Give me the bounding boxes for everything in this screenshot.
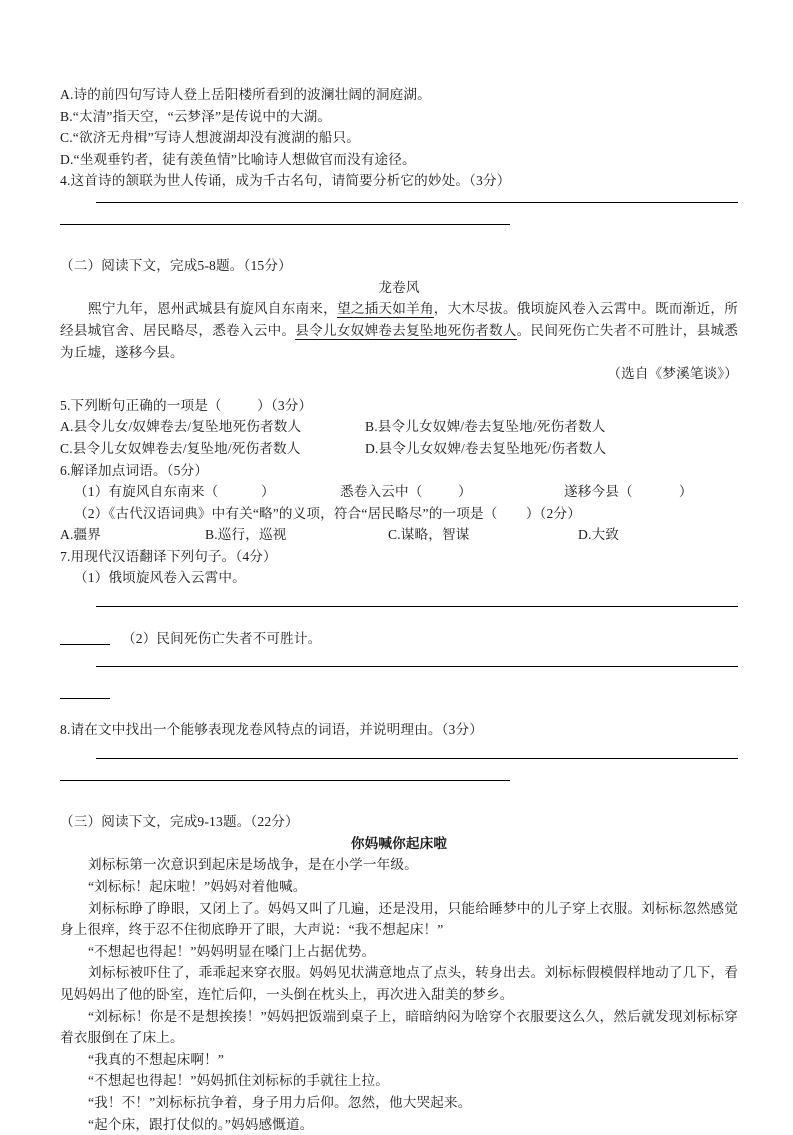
q5-option-a[interactable]: A.县令儿女/奴婢卷去/复坠地死伤者数人 (60, 419, 302, 435)
passage-underline-1: 望之插天如羊角 (336, 301, 434, 317)
q6-option-d[interactable]: D.大致 (578, 527, 620, 543)
question-6-sub2-options (60, 524, 738, 546)
q6-option-a[interactable]: A.疆界 (60, 527, 102, 543)
poetry-option-b: B.“太清”指天空，“云梦泽”是传说中的大湖。 (60, 108, 332, 124)
section-three-title: 你妈喊你起床啦 (350, 835, 448, 851)
spacer (60, 192, 738, 202)
q5-option-d[interactable]: D.县令儿女奴婢/卷去复坠地死/伤者数人 (365, 440, 607, 456)
spacer (60, 801, 738, 811)
passage-underline-2: 县令儿女奴婢卷去复坠地死伤者数人 (295, 322, 517, 338)
question-6-sub2-stem: （2）《古代汉语词典》中有关“略”的义项，符合“居民略尽”的一项是（ ）（2分） (74, 505, 581, 521)
q5-option-b[interactable]: B.县令儿女奴婢/卷去复坠地/死伤者数人 (365, 419, 606, 435)
question-6-sub1 (60, 481, 738, 503)
story-paragraph-3: 刘标标睁了睁眼，又闭上了。妈妈又叫了几遍，还是没用，只能给睡梦中的儿子穿上衣服。刘标标忽然感觉身上很痒，终于忍不住彻底睁开了眼，大声说：“我不想起床！” (60, 900, 738, 938)
question-7-stem: 7.用现代汉语翻译下列句子。（4分） (60, 548, 277, 564)
story-paragraph-6: “刘标标！你是不是想挨揍！”妈妈把饭端到桌子上，暗暗纳闷为啥穿个衣服要这么久，然后就发现刘标标穿着衣服倒在了床上。 (60, 1008, 738, 1046)
spacer (60, 649, 738, 666)
question-5-stem: 5.下列断句正确的一项是（ ）（3分） (60, 397, 313, 413)
story-paragraph-9: “我！不！”刘标标抗争着，身子用力后仰。忽然，他大哭起来。 (88, 1094, 472, 1110)
spacer (60, 709, 738, 719)
spacer (60, 385, 738, 395)
page-content (60, 84, 738, 1135)
question-4: 4.这首诗的颔联为世人传诵，成为千古名句，请简要分析它的妙处。（3分） (60, 173, 511, 189)
question-7-item-1: （1）俄顷旋风卷入云霄中。 (74, 570, 246, 586)
spacer (60, 245, 738, 255)
answer-line-q8-2[interactable] (60, 780, 738, 802)
answer-line-q7-stub-2[interactable] (60, 688, 738, 710)
q6-option-c[interactable]: C.谋略，智谋 (388, 527, 470, 543)
passage-part-2: ，大木尽拔。俄顷旋风卷入云霄中。既而渐近，所经县城官舍、居民略尽，悉卷入云中。 (60, 301, 738, 338)
answer-line-q4-2[interactable] (60, 224, 738, 246)
answer-line-q7-stub-1[interactable] (60, 644, 110, 645)
question-7-item-2: （2）民间死伤亡失者不可胜计。 (122, 630, 322, 646)
passage-part-1: 熙宁九年，恩州武城县有旋风自东南来， (88, 301, 337, 317)
question-7-item-2-row (60, 628, 738, 650)
answer-line-q4-1[interactable] (60, 202, 738, 224)
q6-blank-3[interactable]: 遂移今县（ ） (564, 484, 693, 500)
poetry-option-a: A.诗的前四句写诗人登上岳阳楼所看到的波澜壮阔的洞庭湖。 (60, 87, 431, 102)
question-5-options-row-2 (60, 438, 738, 460)
q6-option-b[interactable]: B.巡行，巡视 (205, 527, 287, 543)
classical-passage (60, 298, 738, 363)
q6-blank-1[interactable]: （1）有旋风自东南来（ ） (74, 484, 275, 500)
story-paragraph-1: 刘标标第一次意识到起床是场战争，是在小学一年级。 (88, 857, 418, 873)
story-paragraph-7: “我真的不想起床啊！” (88, 1051, 225, 1067)
section-three-heading: （三）阅读下文，完成9-13题。（22分） (60, 814, 299, 830)
q5-option-c[interactable]: C.县令儿女奴婢卷去/复坠地/死伤者数人 (60, 440, 301, 456)
passage-source: （选自《梦溪笔谈》） (607, 366, 738, 382)
story-paragraph-8: “不想起也得起！”妈妈抓住刘标标的手就往上拉。 (88, 1073, 389, 1089)
story-paragraph-10: “起个床，跟打仗似的。”妈妈感慨道。 (88, 1116, 314, 1132)
spacer (60, 589, 738, 606)
spacer (60, 741, 738, 758)
section-two-title: 龙卷风 (378, 279, 420, 295)
question-6-stem: 6.解译加点词语。（5分） (60, 462, 209, 478)
answer-line-q7-2[interactable] (60, 666, 738, 688)
passage-part-3: 。民间死伤亡失者不可胜计，县城悉为丘墟，遂移今县。 (60, 322, 738, 360)
story-paragraph-5: 刘标标被吓住了，乖乖起来穿衣服。妈妈见状满意地点了点头，转身出去。刘标标假模假样地动了几下，看见妈妈出了他的卧室，连忙后仰，一头倒在枕头上，再次进入甜美的梦乡。 (60, 965, 738, 1002)
answer-line-q8-1[interactable] (60, 758, 738, 780)
question-8: 8.请在文中找出一个能够表现龙卷风特点的词语，并说明理由。（3分） (60, 722, 483, 738)
section-two-heading: （二）阅读下文，完成5-8题。（15分） (60, 258, 292, 274)
answer-line-q7-1[interactable] (60, 606, 738, 628)
question-5-options-row-1 (60, 416, 738, 438)
poetry-option-d: D.“坐观垂钓者，徒有羡鱼情”比喻诗人想做官而没有途径。 (60, 151, 416, 167)
q6-blank-2[interactable]: 悉卷入云中（ ） (340, 484, 472, 500)
story-paragraph-4: “不想起也得起！”妈妈明显在嗓门上占据优势。 (88, 943, 376, 959)
poetry-option-c: C.“欲济无舟楫”写诗人想渡湖却没有渡湖的船只。 (60, 130, 361, 146)
story-paragraph-2: “刘标标！起床啦！”妈妈对着他喊。 (88, 879, 307, 894)
